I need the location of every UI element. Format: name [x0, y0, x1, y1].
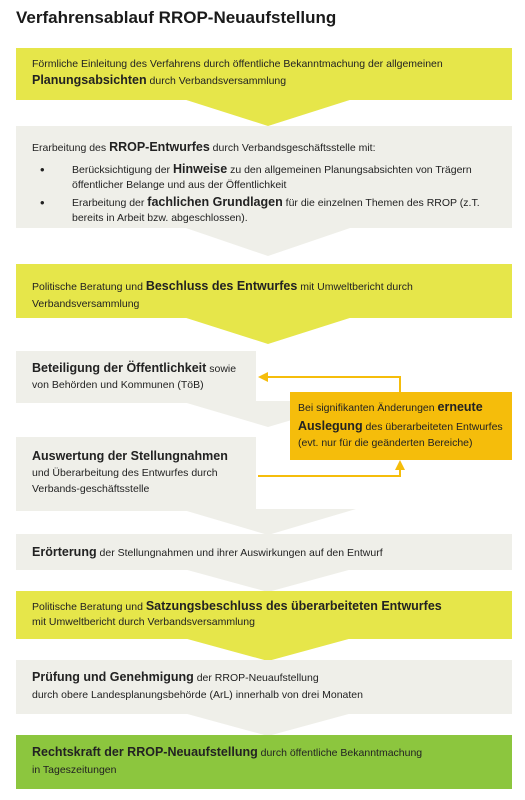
step-evaluation	[16, 437, 256, 511]
step-1-text-2: durch Verbandsversammlung	[146, 74, 287, 87]
bullet-2-text-2: für die einzelnen Themen des RROP (z.T. bereits in Arbeit bzw. abgeschlossen).	[72, 196, 480, 224]
side-text: Bei signifikanten Änderungen	[298, 402, 438, 414]
arrow-8-9	[180, 712, 356, 736]
step-7-text-2: mit Umweltbericht durch Verbandsversammlung	[32, 616, 255, 629]
arrow-7-8	[180, 637, 356, 661]
step-approval	[16, 660, 512, 714]
page-title: Verfahrensablauf RROP-Neuaufstellung	[16, 8, 337, 27]
step-5-text: und Überarbeitung des Entwurfes durch Verbands-geschäftsstelle	[32, 466, 218, 495]
bullet-2-bold: fachlichen Grundlagen	[147, 194, 283, 209]
loop-arrowhead-up	[395, 460, 405, 470]
step-9-text-2: in Tageszeitungen	[32, 764, 117, 777]
bullet-1-text: Berücksichtigung der	[72, 163, 173, 176]
step-7-bold: Satzungsbeschluss des überarbeiteten Entwurfes	[145, 599, 442, 613]
step-discussion	[16, 534, 512, 570]
step-5-bold: Auswertung der Stellungnahmen	[32, 449, 228, 463]
step-3-text-2: mit Umweltbericht durch Verbandsversammlung	[32, 281, 413, 310]
arrow-2-3	[180, 226, 356, 256]
step-9-text: durch öffentliche Bekanntmachung	[257, 747, 423, 759]
step-8-bold: Prüfung und Genehmigung	[32, 670, 194, 684]
arrow-6-7	[180, 568, 356, 592]
step-draft-resolution	[16, 264, 512, 318]
arrow-5-6	[180, 509, 356, 535]
step-legal-force	[16, 735, 512, 789]
step-6-bold: Erörterung	[32, 545, 97, 559]
bullet-item	[72, 194, 496, 225]
step-3-text: Politische Beratung und	[32, 281, 146, 293]
step-2-bold: RROP-Entwurfes	[109, 140, 210, 154]
step-2-text: Erarbeitung des	[32, 142, 110, 154]
step-formal-initiation	[16, 48, 512, 100]
bullet-2-text: Erarbeitung der	[72, 196, 148, 209]
side-bold: erneute Auslegung	[298, 400, 483, 433]
step-statute-resolution	[16, 591, 512, 639]
step-1-text: Förmliche Einleitung des Verfahrens durch öffentliche Bekanntmachung der allgemeinen	[32, 58, 443, 70]
step-4-text: sowie von Behörden und Kommunen (TöB)	[32, 363, 237, 391]
step-7-text: Politische Beratung und	[32, 601, 146, 613]
step-9-bold: Rechtskraft der RROP-Neuaufstellung	[32, 745, 258, 759]
side-renewed-display	[290, 392, 512, 460]
step-6-text: der Stellungnahmen und ihrer Auswirkungen auf den Entwurf	[96, 547, 383, 559]
side-text-2: des überarbeiteten Entwurfes	[362, 420, 503, 433]
step-2-text-2: durch Verbandsgeschäftsstelle mit:	[209, 142, 376, 154]
step-draft-preparation	[16, 126, 512, 228]
step-8-text: der RROP-Neuaufstellung	[193, 672, 319, 684]
step-3-bold: Beschluss des Entwurfes	[145, 279, 298, 293]
loop-line-up	[266, 377, 400, 392]
bullet-1-text-2: zu den allgemeinen Planungsabsichten von Trägern öffentlicher Belange und aus der Öffentlichkeit	[72, 163, 472, 191]
loop-line-right	[258, 468, 400, 476]
bullet-1-bold: Hinweise	[172, 161, 228, 176]
loop-arrowhead-left	[258, 372, 268, 382]
step-1-bold: Planungsabsichten	[32, 72, 147, 87]
arrow-3-4	[180, 316, 356, 344]
arrow-1-2	[180, 98, 356, 126]
step-2-bullet-list	[32, 161, 496, 225]
step-8-text-2: durch obere Landesplanungsbehörde (ArL) innerhalb von drei Monaten	[32, 689, 363, 702]
side-text-3: (evt. nur für die geänderten Bereiche)	[298, 436, 473, 449]
step-4-bold: Beteiligung der Öffentlichkeit	[32, 361, 207, 375]
step-public-participation	[16, 351, 256, 403]
bullet-item	[72, 161, 496, 192]
